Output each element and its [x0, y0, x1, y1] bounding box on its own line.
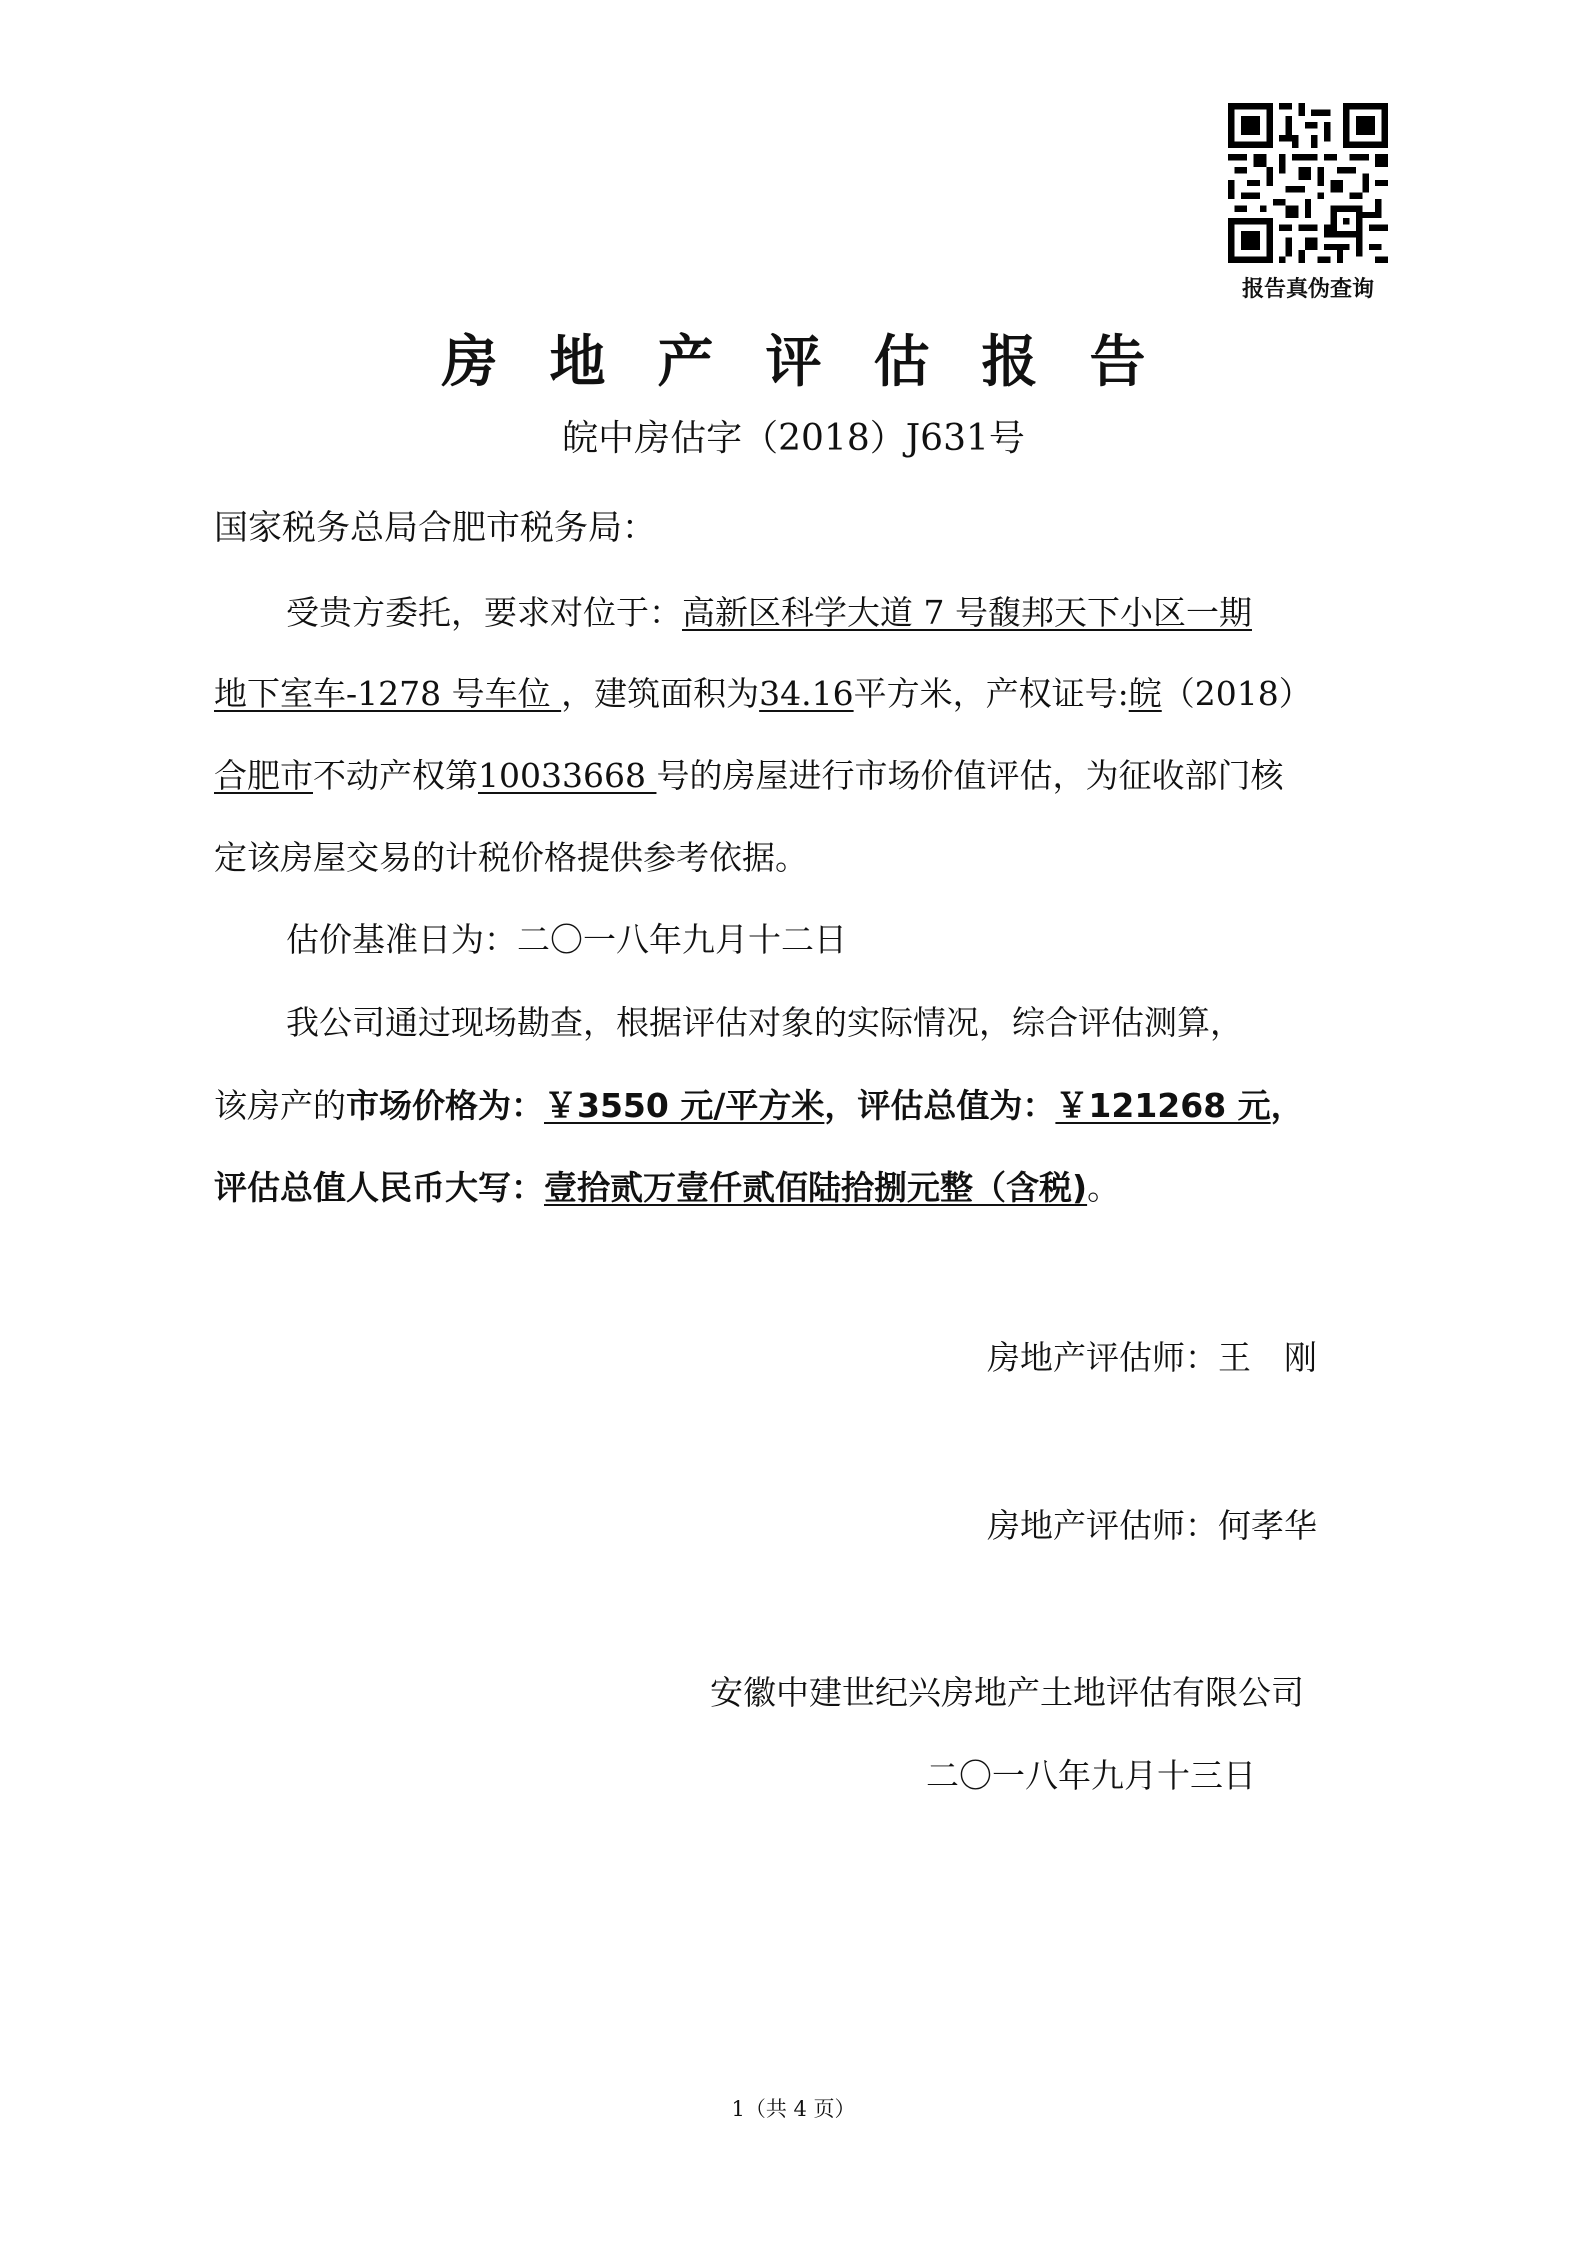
building-area: 34.16 [759, 674, 854, 713]
para1-l1-prefix: 受贵方委托，要求对位于： [286, 593, 682, 632]
appraiser-2: 房地产评估师：何孝华 [987, 1506, 1317, 1545]
para3-line2 [214, 1080, 1304, 1127]
para1-line3 [214, 750, 1283, 797]
total-words-label: 评估总值人民币大写： [214, 1168, 544, 1207]
para3-line3 [214, 1162, 1120, 1209]
market-price-label: 市场价格为： [346, 1086, 544, 1125]
certificate-number: 10033668 [478, 756, 657, 795]
para1-line4: 定该房屋交易的计税价格提供参考依据。 [214, 838, 808, 877]
total-value-words: 壹拾贰万壹仟贰佰陆拾捌元整（含税) [544, 1168, 1088, 1207]
page-footer: 1（共 4 页） [731, 2097, 856, 2121]
valuation-date-line: 估价基准日为：二〇一八年九月十二日 [286, 920, 847, 959]
report-title: 房地产评估报告 [441, 329, 1198, 395]
unit-price-value: ￥3550 元/平方米 [544, 1086, 825, 1125]
para1-line2 [214, 668, 1312, 715]
para3-l2-prefix: 该房产的 [214, 1086, 346, 1125]
report-date: 二〇一八年九月十三日 [926, 1756, 1256, 1795]
salutation: 国家税务总局合肥市税务局： [214, 508, 656, 548]
para1-l3-suffix: 号的房屋进行市场价值评估，为征收部门核 [656, 756, 1284, 795]
para1-line1 [286, 587, 1252, 634]
para3-l3-end: 。 [1087, 1168, 1121, 1207]
property-address-part2: 地下室车-1278 号车位 [214, 674, 562, 713]
document-number: 皖中房估字（2018）J631号 [562, 418, 1025, 459]
certificate-city: 合肥市 [214, 756, 313, 795]
para1-l2-mid: ，建筑面积为 [561, 674, 760, 713]
total-value-label: ，评估总值为： [824, 1086, 1056, 1125]
para3-l2-end: ， [1270, 1086, 1304, 1125]
para1-l3-mid: 不动产权第 [313, 756, 478, 795]
company-name: 安徽中建世纪兴房地产土地评估有限公司 [710, 1673, 1304, 1712]
property-address-part1: 高新区科学大道 7 号馥邦天下小区一期 [682, 593, 1252, 632]
appraiser-1: 房地产评估师：王 刚 [987, 1338, 1317, 1377]
qr-code-icon [1228, 103, 1388, 263]
para3-line1: 我公司通过现场勘查，根据评估对象的实际情况，综合评估测算， [286, 1003, 1243, 1042]
para1-l2-unit: 平方米，产权证号: [853, 674, 1129, 713]
certificate-year: （2018） [1161, 674, 1312, 713]
total-value: ￥121268 元 [1055, 1086, 1271, 1125]
qr-caption: 报告真伪查询 [1241, 277, 1374, 302]
certificate-province: 皖 [1128, 674, 1162, 713]
